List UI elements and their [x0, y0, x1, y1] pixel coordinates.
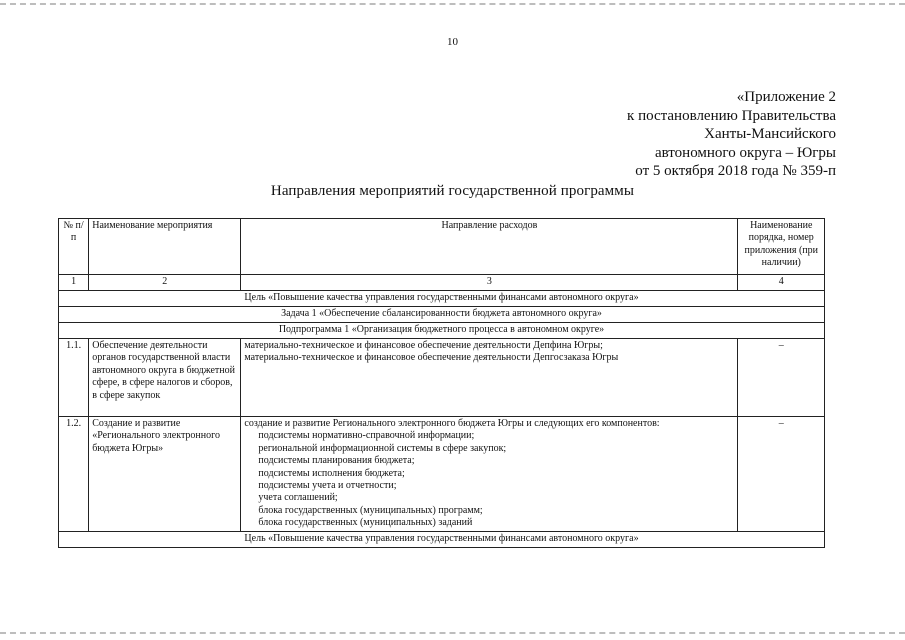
appendix-line: к постановлению Правительства	[627, 107, 836, 124]
header-order: Наименование порядка, номер приложения (при наличии)	[738, 219, 825, 275]
direction-item: материально-техническое и финансовое обеспечение деятельности Депгосзаказа Югры	[244, 352, 619, 364]
component-item: подсистемы нормативно-справочной информации;	[258, 430, 475, 442]
appendix-line: от 5 октября 2018 года № 359-п	[635, 163, 836, 179]
scan-edge-top	[0, 3, 905, 5]
table-row	[59, 339, 825, 417]
column-number: 3	[241, 275, 738, 291]
appendix-line: автономного округа – Югры	[654, 144, 836, 161]
column-number: 1	[59, 275, 89, 291]
component-item: региональной информационной системы в сфере закупок;	[258, 442, 507, 454]
scan-edge-bottom	[0, 632, 905, 634]
row-number: 1.1.	[59, 339, 89, 417]
goal-text: Цель «Повышение качества управления государственными финансами автономного округа»	[59, 531, 825, 547]
column-number-row	[59, 275, 825, 291]
table-header-row	[59, 219, 825, 275]
header-directions: Направление расходов	[241, 219, 738, 275]
task-text: Задача 1 «Обеспечение сбалансированности бюджета автономного округа»	[59, 307, 825, 323]
expense-directions	[241, 417, 738, 532]
header-num: № п/п	[59, 219, 89, 275]
column-number: 2	[89, 275, 241, 291]
appendix-line: «Приложение 2	[736, 89, 836, 105]
expense-directions	[241, 339, 738, 417]
row-number: 1.2.	[59, 417, 89, 532]
document-title: Направления мероприятий государственной программы	[270, 183, 635, 199]
component-item: блока государственных (муниципальных) заданий	[258, 517, 473, 529]
order-reference: –	[738, 339, 825, 417]
goal-row	[59, 291, 825, 307]
measure-name: Создание и развитие «Регионального электронного бюджета Югры»	[89, 417, 241, 532]
subprogram-text: Подпрограмма 1 «Организация бюджетного процесса в автономном округе»	[59, 323, 825, 339]
component-item: подсистемы исполнения бюджета;	[258, 467, 405, 479]
measures-table	[58, 218, 825, 548]
measure-name: Обеспечение деятельности органов государственной власти автономного округа в бюджетной сфере, в сфере налогов и сборов, в сфере закупок	[89, 339, 241, 417]
goal-text: Цель «Повышение качества управления государственными финансами автономного округа»	[59, 291, 825, 307]
direction-item: материально-техническое и финансовое обеспечение деятельности Депфина Югры;	[244, 340, 603, 351]
page-number: 10	[447, 36, 458, 48]
column-number: 4	[738, 275, 825, 291]
appendix-block	[627, 88, 836, 181]
direction-intro: создание и развитие Регионального электронного бюджета Югры и следующих его компонентов:	[244, 418, 660, 429]
table-row	[59, 417, 825, 532]
subprogram-row	[59, 323, 825, 339]
header-measure-name: Наименование мероприятия	[89, 219, 241, 275]
appendix-line: Ханты-Мансийского	[704, 126, 836, 142]
order-reference: –	[738, 417, 825, 532]
component-item: учета соглашений;	[258, 492, 338, 504]
goal-row	[59, 531, 825, 547]
task-row	[59, 307, 825, 323]
component-item: блока государственных (муниципальных) программ;	[258, 504, 483, 516]
component-item: подсистемы учета и отчетности;	[258, 480, 397, 492]
component-item: подсистемы планирования бюджета;	[258, 455, 415, 467]
